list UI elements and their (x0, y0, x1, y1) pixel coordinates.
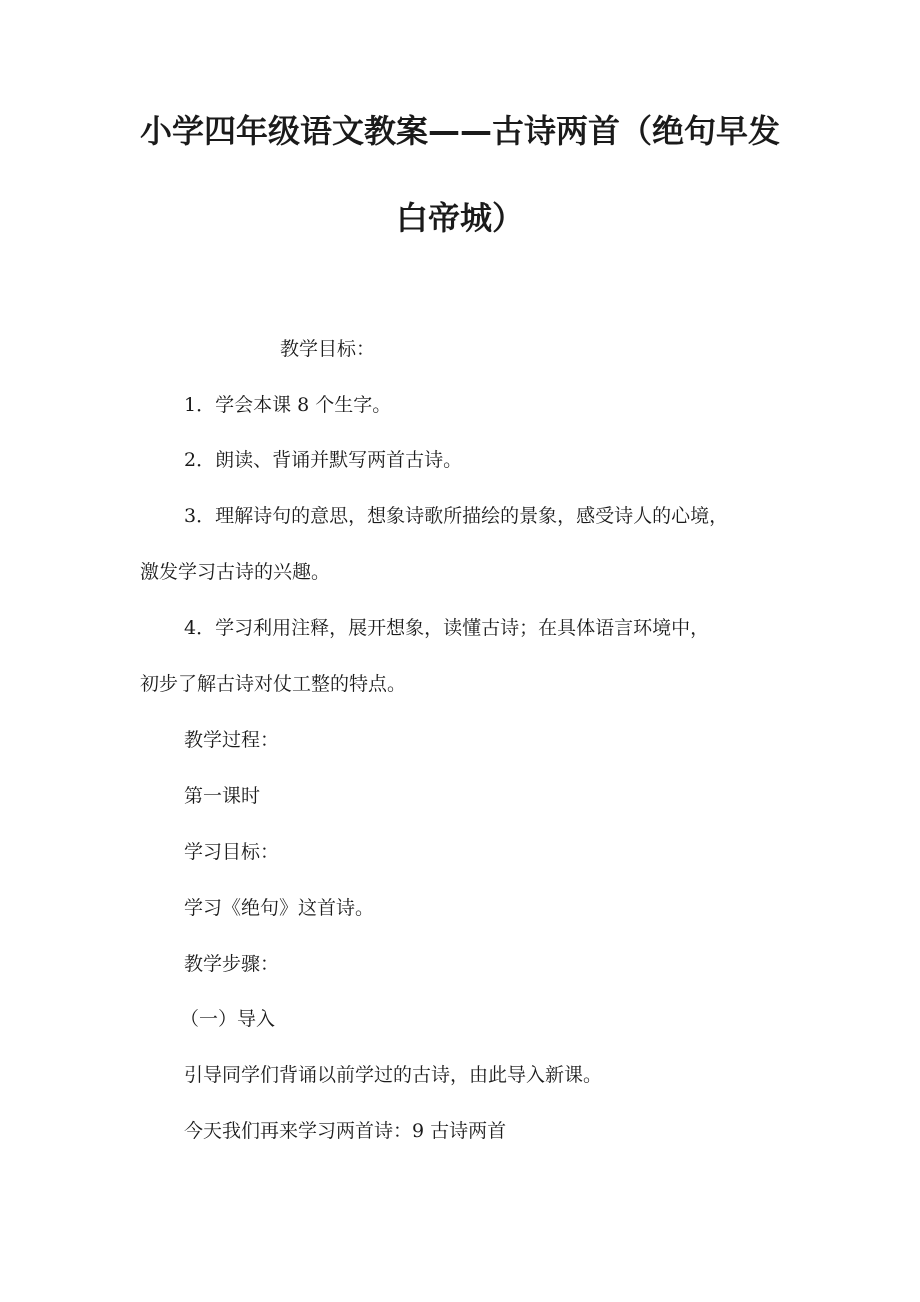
objective-item-4-continued: 初步了解古诗对仗工整的特点。 (140, 673, 407, 695)
step-1-text: 引导同学们背诵以前学过的古诗，由此导入新课。 (184, 1064, 603, 1086)
objective-item-2: 2．朗读、背诵并默写两首古诗。 (184, 449, 463, 471)
process-heading: 教学过程： (184, 729, 280, 751)
lesson-label: 第一课时 (184, 785, 261, 807)
steps-heading: 教学步骤： (184, 953, 280, 975)
step-1-text-2: 今天我们再来学习两首诗：9 古诗两首 (184, 1120, 507, 1142)
objective-item-3: 3．理解诗句的意思，想象诗歌所描绘的景象，感受诗人的心境， (184, 505, 729, 527)
objective-item-3-continued: 激发学习古诗的兴趣。 (140, 561, 331, 583)
step-1-heading: （一）导入 (180, 1008, 276, 1030)
objective-item-1: 1．学会本课 8 个生字。 (184, 394, 392, 416)
objective-item-4: 4．学习利用注释，展开想象，读懂古诗；在具体语言环境中， (184, 617, 710, 639)
learning-goal-heading: 学习目标： (184, 841, 280, 863)
learning-goal: 学习《绝句》这首诗。 (184, 897, 375, 919)
document-title-line-2: 白帝城） (395, 199, 524, 237)
document-title-line-1: 小学四年级语文教案——古诗两首（绝句早发 (139, 112, 780, 150)
objectives-heading: 教学目标： (280, 338, 376, 360)
